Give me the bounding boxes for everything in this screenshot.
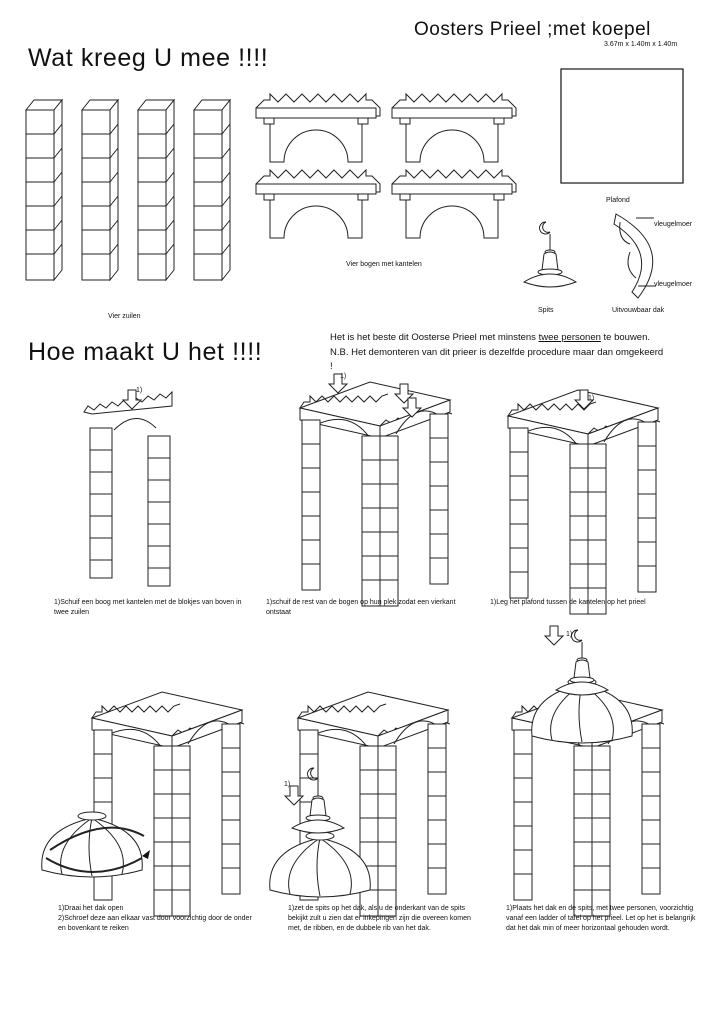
howto-note: Het is het beste dit Oosterse Prieel met minstens twee personen te bouwen. [330,332,651,343]
ceiling-illustration [560,68,686,186]
step-1-marker: 1) [136,387,143,394]
step-5-illustration [260,680,460,910]
step-6-caption: 1)Plaats het dak en de spits, met twee personen, voorzichtig vanaf een ladder of tafel op het prieel. Let op het is belangrijk dat het dak min of meer horizontaal gehouden wordt. [506,905,696,932]
howto-nb: N.B. Het demonteren van dit prieer is dezelfde procedure maar dan omgekeerd [330,347,664,358]
step-5-marker: 1) [284,781,291,788]
step-3-marker: 1) [588,395,595,402]
step-4-caption: 1)Draai het dak open 2)Schroef deze aan elkaar vast door voorzichtig door de onder en bovenkant te reiken [58,905,252,932]
spire-illustration [546,222,606,292]
dimensions-text: 3.67m x 1.40m x 1.40m [604,41,678,48]
step-6-marker: 1) [566,631,573,638]
roof-label: Uitvouwbaar dak [612,307,665,314]
step-2-marker: 1) [340,373,347,380]
document-title: Oosters Prieel ;met koepel [414,19,651,40]
step-2-illustration [300,374,460,594]
arches-label: Vier bogen met kantelen [346,261,422,268]
step-5-caption: 1)zet de spits op het dak, als u de onderkant van de spits bekijkt zult u zien dat er inkepingen zijn die overeen komen met, de ribben, en de dubbele rib van het dak. [288,905,471,932]
step-3-illustration [508,384,668,594]
wingnut-bottom-label: vleugelmoer [654,281,693,288]
step-1-caption: 1)Schuif een boog met kantelen met de blokjes van boven in twee zuilen [54,599,242,616]
step-1-illustration [80,384,190,584]
pillars-label: Vier zuilen [108,313,141,320]
howto-nb-mark: ! [330,361,333,372]
step-2-caption: 1)schuif de rest van de bogen op hun plek zodat een vierkant ontstaat [266,599,456,616]
howto-heading: Hoe maakt U het !!!! [28,338,263,366]
spire-label: Spits [538,307,554,314]
wingnut-top-label: vleugelmoer [654,221,693,228]
ceiling-label: Plafond [606,197,630,204]
step-6-illustration [500,620,680,890]
step-4-illustration [40,680,260,900]
step-3-caption: 1)Leg het plafond tussen de kantelen op het prieel [490,599,646,606]
parts-heading: Wat kreeg U mee !!!! [28,44,269,72]
